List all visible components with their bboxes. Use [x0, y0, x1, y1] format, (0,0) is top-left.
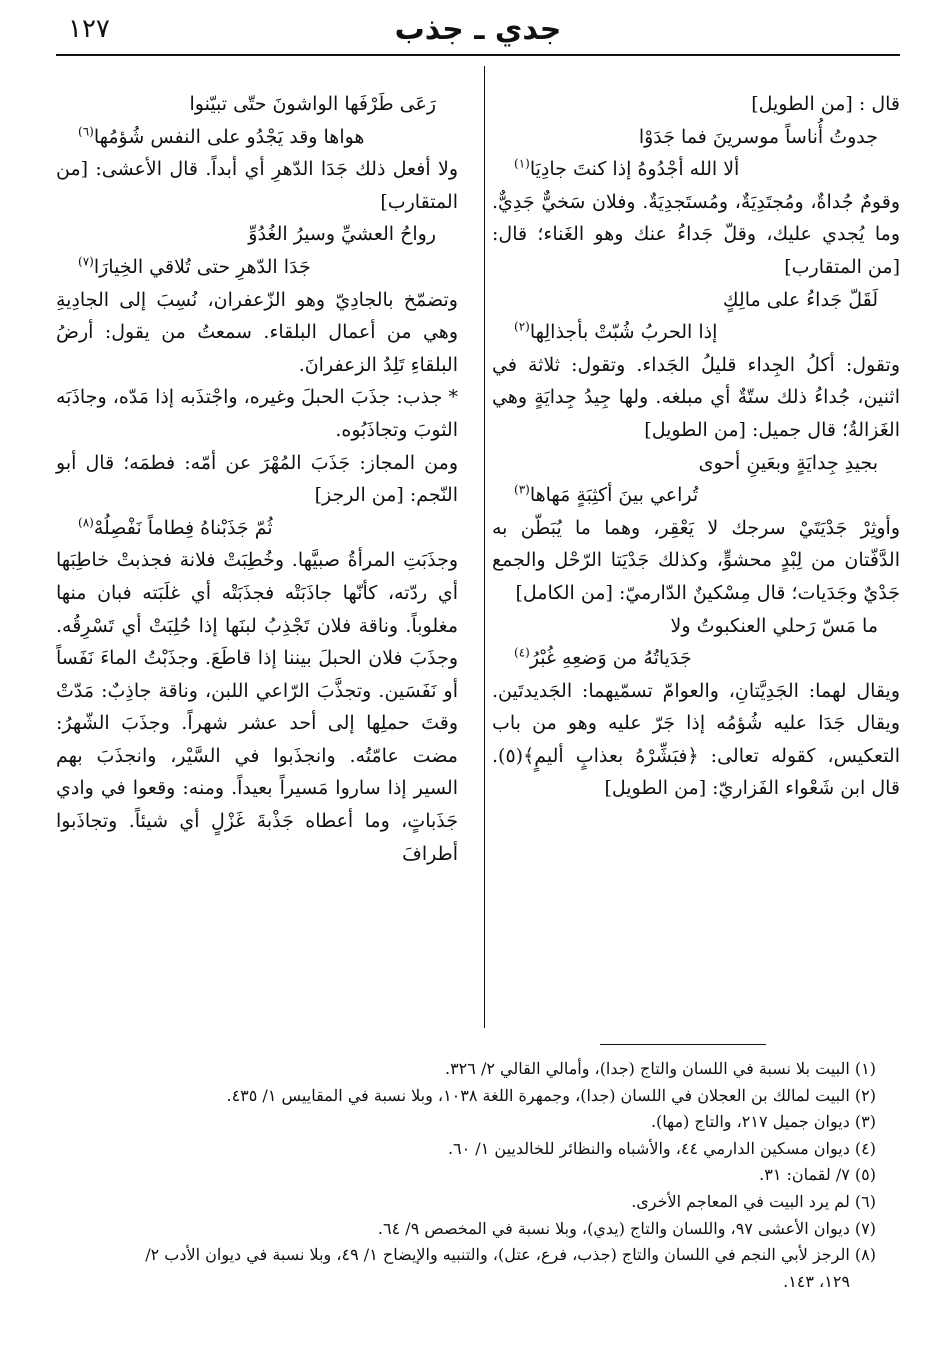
- entry-paragraph: وتضمّخ بالجادِيّ وهو الزّعفران، نُسِبَ إلى الجادِيةِ وهي من أعمال البلقاء. سمعتُ من يقول: أرضُ البلقاءِ تَلِدُ الزعفرانَ.: [56, 288, 458, 376]
- verse-second-hemistich: هواها وقد يَجْدُو على النفس شُؤمُها$^{(٦)}$: [78, 124, 365, 148]
- footnote-marker[interactable]: (٨): [78, 515, 94, 530]
- verse-first-hemistich: بجيدِ جِدايَةٍ وبعَينِ أحوى: [698, 451, 878, 474]
- footnote-marker[interactable]: (٢): [514, 319, 530, 334]
- verse-first-hemistich: لَقَلّ جَداءُ على مالِكٍ: [722, 288, 878, 311]
- running-title: جدي ـ جذب: [394, 12, 562, 47]
- footnote: (٢) البيت لمالك بن العجلان في اللسان (جدا)، وجمهرة اللغة ١٠٣٨، وبلا نسبة في المقاييس ١/ ٤٣٥.: [226, 1085, 876, 1105]
- poetry-verse: [492, 121, 900, 186]
- footnote: (٥) ٧/ لقمان: ٣١.: [759, 1165, 876, 1185]
- poetry-verse: [492, 284, 900, 349]
- page-header: [56, 8, 900, 54]
- footnote: (٤) ديوان مسكين الدارمي ٤٤، والأشباه والنظائر للخالديين ١/ ٦٠.: [447, 1138, 876, 1158]
- poetry-verse: [56, 88, 458, 153]
- page-number: ١٢٧: [68, 14, 110, 44]
- header-rule: [56, 54, 900, 56]
- entry-paragraph: قال : [من الطويل]: [751, 93, 900, 115]
- entry-paragraph: ويقال لهما: الجَدِيَّتانِ، والعوامّ تسمّيهما: الجَديدتَين. ويقال جَدَا عليه شُؤمُه إذا جَرّ عليه وهو من باب التعكيس، كقوله تعالى: ﴿فبَشِّرْهُ بعذابٍ أليمٍ﴾(٥). قال ابن شَعْواء الفَزاريّ: [من الطويل]: [492, 679, 900, 800]
- verse-first-hemistich: رواحُ العشيِّ وسيرُ الغُدُوِّ: [248, 223, 436, 246]
- right-column: [492, 88, 900, 805]
- footnote-marker[interactable]: (٤): [514, 645, 530, 660]
- verse-first-hemistich: رَعَى طَرْفَها الواشونَ حتّى تبيّنوا: [189, 93, 436, 115]
- verse-first-hemistich: ما مَسّ رَحلي العنكبوتُ ولا: [670, 614, 878, 637]
- entry-paragraph: وأوثِرْ جَدْيَتَيْ سرجك لا يَعْقِر، وهما ما يُبَطّن به الدَّفّتان من لِبْدٍ محشوٍّ، وكذلك جَدْيَتا الرّحْل والجمع جَدْيٌ وجَدَيات؛ قال مِسْكينٌ الدّارميّ: [من الكامل]: [492, 516, 900, 604]
- footnote: (٣) ديوان جميل ٢١٧، والتاج (مها).: [650, 1112, 876, 1132]
- verse-second-hemistich: ألا الله أجْدُوهُ إذا كنتَ جادِيَا$^{(١)}$: [514, 156, 740, 181]
- verse-second-hemistich: جَدَا الدّهرِ حتى تُلاقي الخِيارَا$^{(٧)}$: [78, 254, 311, 278]
- entry-paragraph: ولا أفعل ذلك جَدَا الدّهرِ أي أبداً. قال الأعشى: [من المتقارب]: [56, 158, 458, 213]
- footnote: (٦) لم يرد البيت في المعاجم الأخرى.: [631, 1191, 876, 1211]
- entry-paragraph: وتقول: أكلُ الجِداء قليلُ الجَداء. وتقول: ثلاثة في اثنين، جُداءُ ذلك ستّةٌ أي مبلغه. ولها جِيدُ جِدايَةٍ وهي الغَزالةُ؛ قال جميل: [من الطويل]: [492, 353, 900, 441]
- footnote: (٧) ديوان الأعشى ٩٧، واللسان والتاج (يدي)، وبلا نسبة في المخصص ٩/ ٦٤.: [377, 1218, 876, 1238]
- poetry-verse: [492, 447, 900, 512]
- footnotes: [76, 1056, 876, 1295]
- verse-second-hemistich: إذا الحربُ شُبّتْ بأجذالِها$^{(٢)}$: [514, 319, 718, 344]
- footnote: (٨) الرجز لأبي النجم في اللسان والتاج (جذب، فرع، عتل)، والتنبيه والإيضاح ١/ ٤٩، وبلا نسبة في ديوان الأدب ٢/: [145, 1245, 876, 1265]
- verse-second-hemistich: تُراعي بينَ أكثِبَةٍ مَهاها$^{(٣)}$: [514, 482, 699, 507]
- verse-first-hemistich: ثُمّ جَذَبْناهُ فِطاماً نَفْصِلُهْ$^{(٨)}$: [78, 515, 273, 539]
- entry-paragraph: ومن المجاز: جَذَبَ المُهْرَ عن أمّه: فطمَه؛ قال أبو النّجم: [من الرجز]: [56, 451, 458, 507]
- column-divider: [484, 66, 485, 1028]
- entry-paragraph: وقومٌ جُداةٌ، ومُجتَدِيَةٌ، ومُستَجدِيَةٌ. وفلان سَخيٌّ جَدِيٌّ. وما يُجدي عليك، وقلّ جَداءُ عنك وهو الغَناء؛ قال: [من المتقارب]: [492, 190, 900, 278]
- footnote: ١٢٩، ١٤٣.: [783, 1271, 850, 1291]
- footnote-marker[interactable]: (٦): [78, 124, 94, 139]
- entry-paragraph: * جذب: جذَبَ الحبلَ وغيره، واجْتذَبه إذا مَدّه، وجاذَبَه الثوبَ وتجاذَبُوه.: [56, 386, 458, 441]
- footnote-marker[interactable]: (٣): [514, 482, 530, 497]
- verse-first-hemistich: جدوتُ أُناساً موسرينَ فما جَدَوْا: [638, 125, 878, 148]
- footnote-rule: [600, 1044, 766, 1045]
- left-column: [56, 88, 458, 870]
- entry-paragraph: وجذَبَتِ المرأةُ صبيَّها. وخُطِبَتْ فلانة فجذبتْ خاطِبَها أي ردّته، كأنّها جاذَبَتْه فجذَبَتْه أي غلَبَته فبان منها مغلوباً. وناقة فلان تَجْذِبُ لبنَها إذا حُلِبَتْ أي تَسْرِقُه. وجذَبَ فلان الحبلَ بيننا إذا قاطَعَ. وجذَبْتُ الماءَ نَفَساً أو نَفَسَين. وتجذَّبَ الرّاعي اللبن، وناقة جاذِبٌ: مَدّتْ وقتَ حملِها إلى أحد عشر شهراً. وجذَبَ الشّهرُ: مضت عامّتُه. وانجذَبوا في السَّيْر، وانجذَبَ بهم السير إذا ساروا مَسيراً بعيداً. ومنه: وقعوا في وادي جَذَباتٍ، وما أعطاه جَذْبةَ غَزْلٍ أي شيئاً. وتجاذَبوا أطرافَ: [56, 549, 458, 865]
- footnote: (١) البيت بلا نسبة في اللسان والتاج (جدا)، وأمالي القالي ٢/ ٣٢٦.: [444, 1059, 876, 1078]
- verse-second-hemistich: جَدَياتُهُ من وَضعِهِ غُبْرُ$^{(٤)}$: [514, 645, 692, 670]
- footnote-marker[interactable]: (١): [514, 156, 530, 171]
- footnote-marker[interactable]: (٧): [78, 254, 94, 269]
- poetry-verse: [56, 218, 458, 283]
- poetry-verse: [56, 512, 458, 545]
- poetry-verse: [492, 610, 900, 675]
